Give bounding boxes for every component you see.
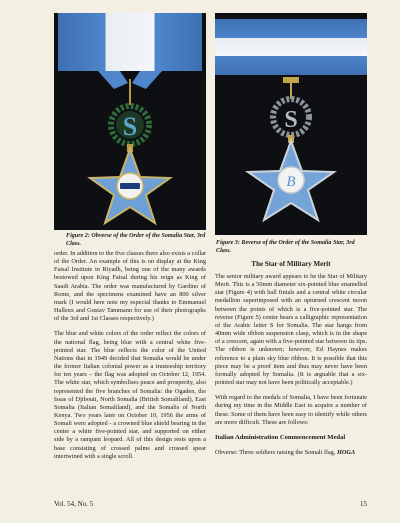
page-number: 15 — [360, 500, 367, 508]
obverse-inscription: HOGA — [336, 448, 356, 456]
left-text-column — [54, 250, 206, 468]
order-star-reverse-image — [215, 13, 367, 235]
ribbon — [215, 19, 367, 75]
figure-3-photo — [215, 13, 367, 235]
figure-3-caption: Figure 3: Reverse of the Order of the Somalia Star, 3rd Class. — [216, 240, 355, 254]
order-star-obverse-image — [54, 13, 206, 230]
section-heading: The Star of Military Merit — [251, 260, 331, 268]
obverse-description: Obverse: Three soldiers raising the Somali flag, — [215, 448, 337, 456]
volume-footer: Vol. 54, No. 5 — [54, 500, 94, 508]
svg-text:S: S — [122, 112, 138, 141]
paragraph: The senior military award appears to be the Star of Military Merit. This is a 50mm diameter six-pointed blue enamelled star (Figure 4) with ball finials and a central white circular medallion superimposed with an upturned crescent moon between the points of which is a five-pointed star. The reverse (Figure 5) center bears a calligraphic representation of the Arabic letter S for Somalia. The star hangs from 40mm wide ribbon suspension clasp, which is in the shape of a crescent, again with a five-pointed star between its tips. The ribbon is unknown; however, Ed Haynes makes reference to a plain sky blue ribbon. It is possible that this piece may be a proof item and thus may never have been formally adopted by Somalia. (It is arguable that a six-pointed star may not have been politically acceptable.) — [215, 273, 367, 387]
paragraph — [215, 449, 367, 457]
figure-2-photo — [54, 13, 206, 230]
ribbon — [58, 13, 202, 71]
svg-text:S: S — [284, 107, 298, 133]
paragraph: The blue and white colors of the order reflect the colors of the national flag, being blue with a central white five-pointed star. The blue reflects the color of the United Nations that in 1949 decided that Somalia would be under the former Italian colonial power as a trusteeship territory for ten years – the flag was adopted on October 12, 1954. The white star, which symbolises peace and prosperity, also represented the five branches of Somalia: the Ogaden, the Issas of Djibouti, North Somalia (British Somaliland), East Somalia (Italian Somaliland), and the Somalis of North Kenya. Two years later on October 10, 1956 the arms of Somali were adopted - a crowned blue shield bearing in the center a white five-pointed star, and supported on either side by a rampant leopard. All of this design rests upon a base consisting of crossed palms and crossed spear intertwined with a single scroll. — [54, 330, 206, 460]
figure-2-caption: Figure 2: Obverse of the Order of the Somalia Star, 3rd Class. — [66, 233, 206, 247]
svg-text:B: B — [286, 174, 296, 190]
right-text-column — [215, 273, 367, 464]
subheading: Italian Administration Commencement Medal — [215, 433, 346, 441]
paragraph: order. In addition to the five classes there also exists a collar of the Order. An example of this is on display at the King Faisal Institute in Riyadh, being one of the many awards bestowed upon King Faisal during his reign as King of Saudi Arabia. The order was manufactured by Gardino of Rome, and the specimens examined have an 800 silver mark (I would here note my especial thanks to Emmanuel Halleux and Gustav Tammann for use of their photographs of the 3rd and 1st Classes respectively.) — [54, 250, 206, 323]
paragraph: With regard to the medals of Somalia, I have been fortunate during my time in the Middle East to acquire a number of these. Some of them have been easy to identify while others are more difficult. These are follows: — [215, 394, 367, 426]
